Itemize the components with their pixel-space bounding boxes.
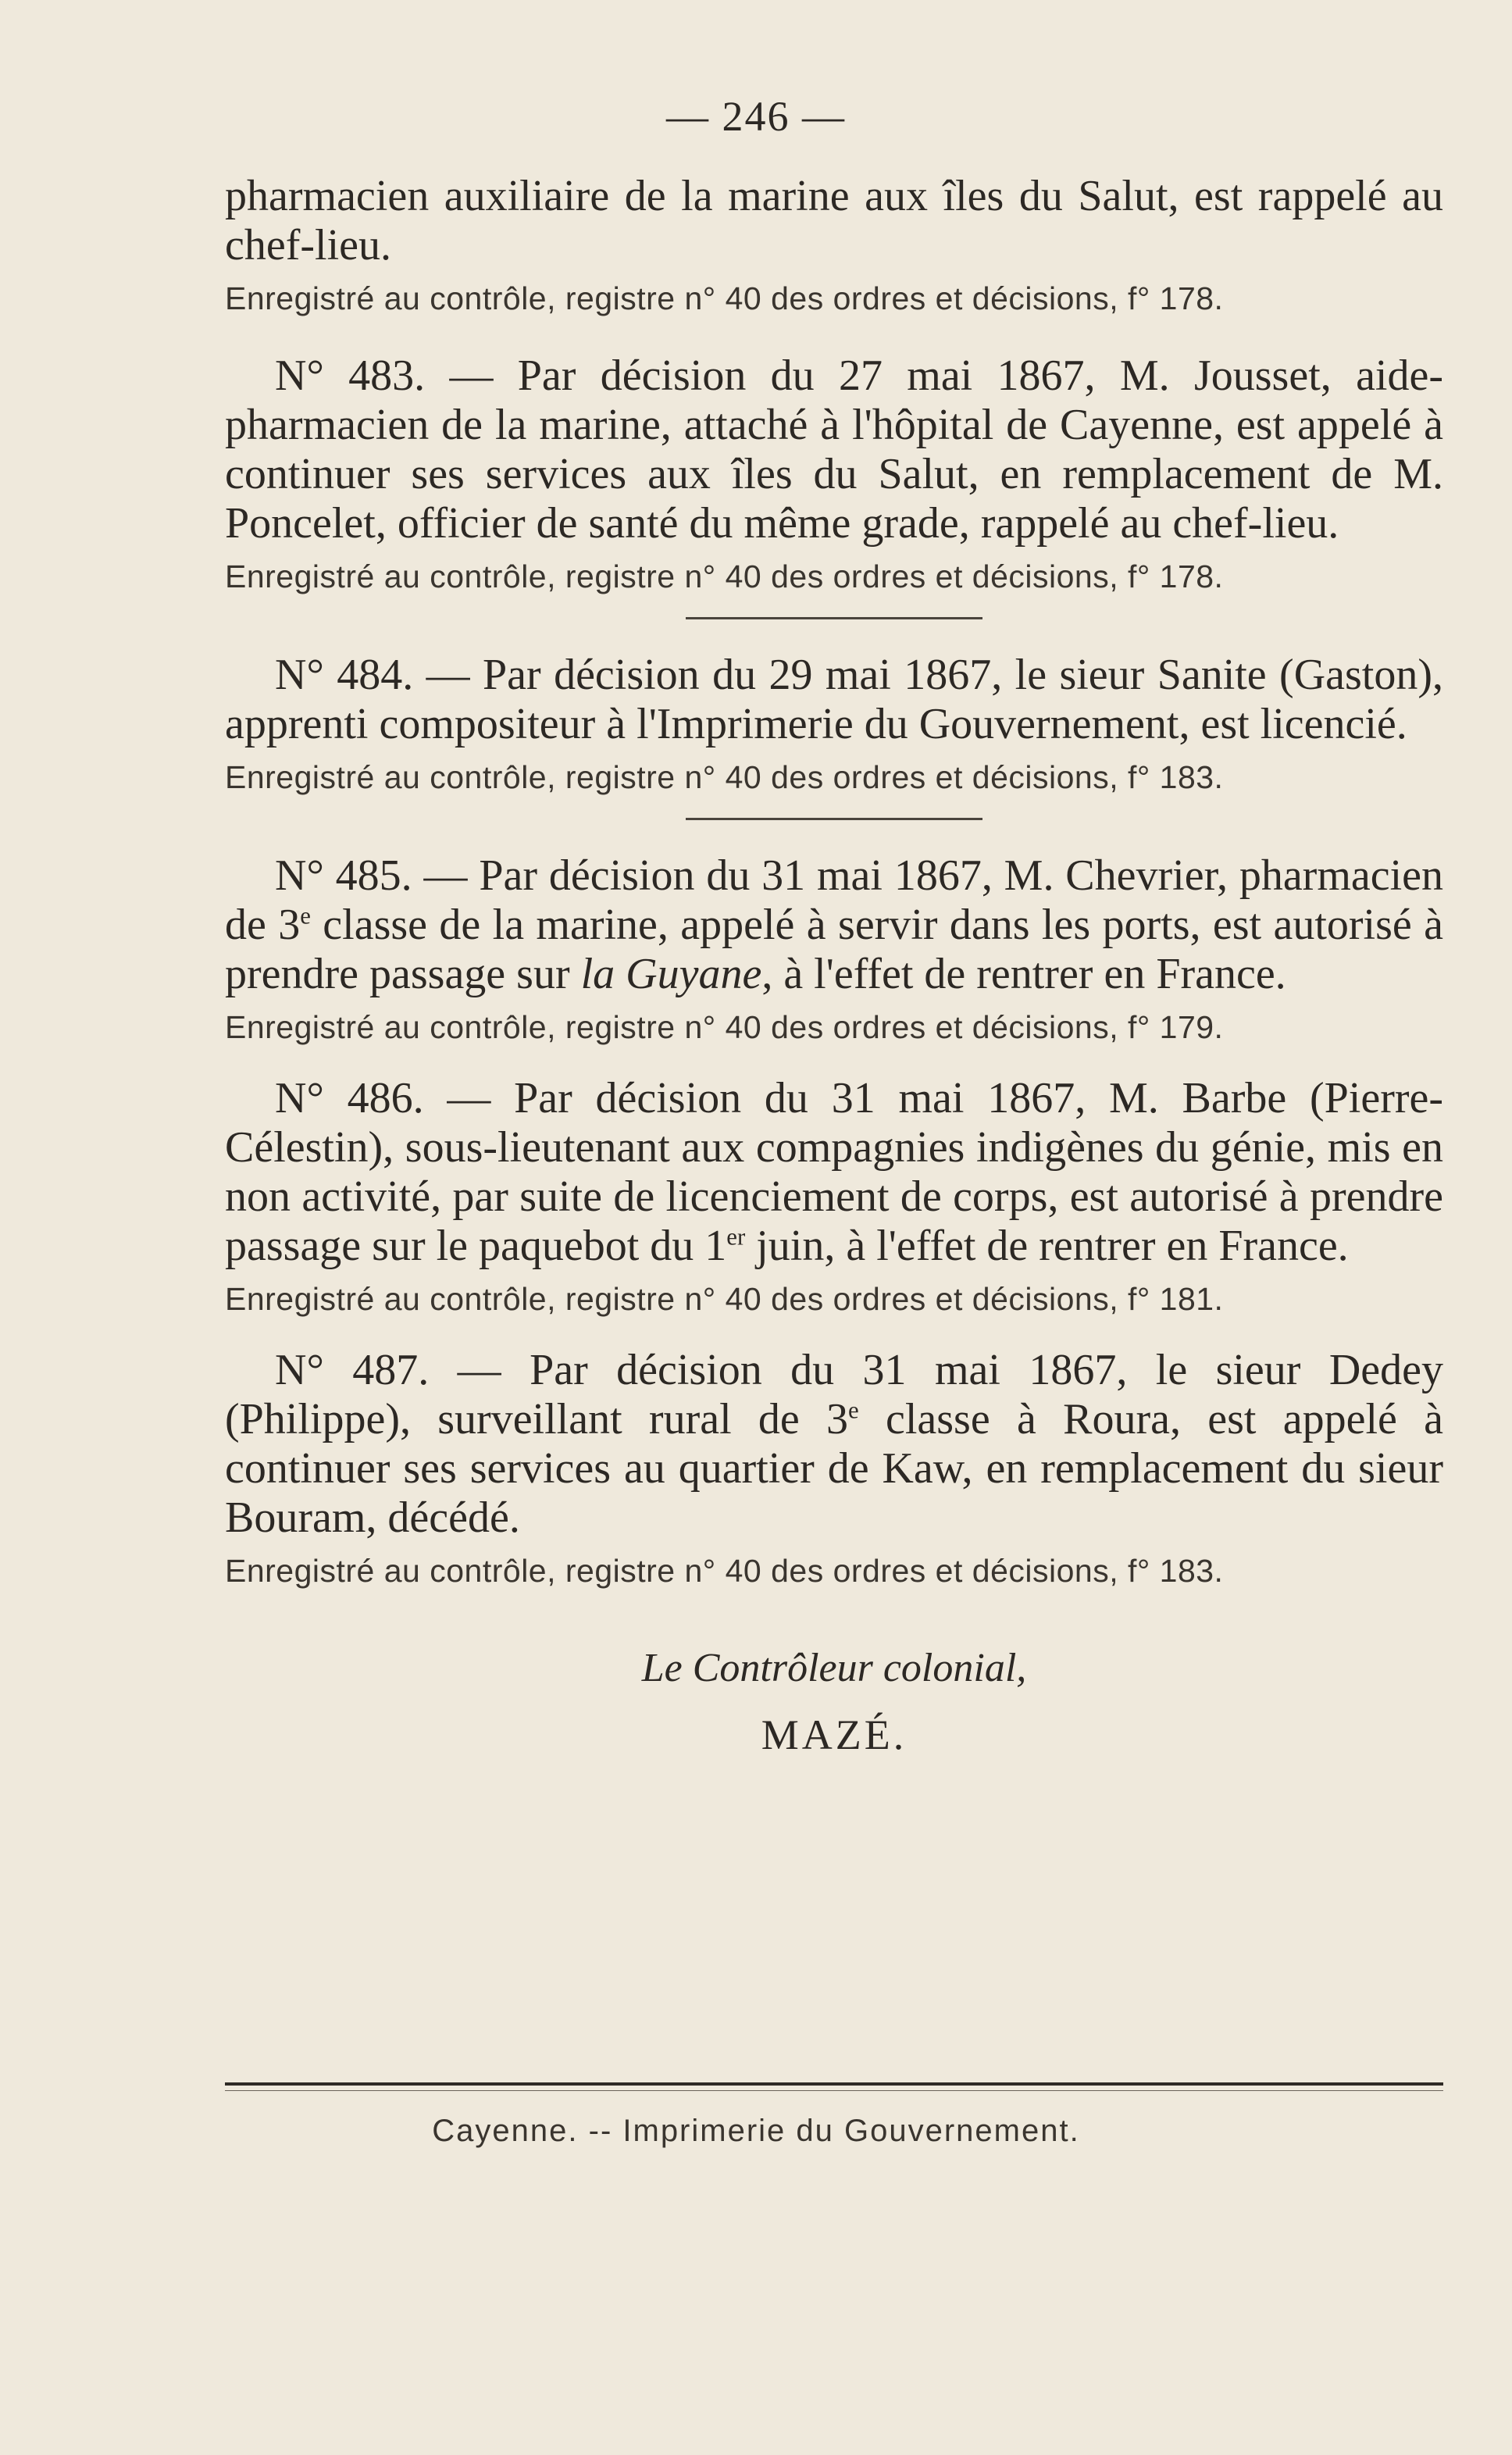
signature-block xyxy=(225,1641,1443,1766)
entry-485 xyxy=(225,851,1443,999)
entry-continuation: pharmacien auxiliaire de la marine aux îles du Salut, est rappelé au chef-lieu. xyxy=(225,172,1443,269)
entry-483: N° 483. — Par décision du 27 mai 1867, M. Jousset, aide-pharmacien de la marine, attaché à l'hôpital de Cayenne, est appelé à continuer ses services aux îles du Salut, en remplacement de M. Poncelet, officier de santé du même grade, rappelé au chef-lieu. xyxy=(225,351,1443,548)
footer-rule-thin xyxy=(225,2090,1443,2091)
entry-text: N° 485. — Par décision du 31 mai 1867, M. Chevrier, pharmacien de 3 xyxy=(225,851,1443,949)
register-note: Enregistré au contrôle, registre n° 40 des ordres et décisions, f° 179. xyxy=(225,1009,1224,1045)
register-note: Enregistré au contrôle, registre n° 40 des ordres et décisions, f° 183. xyxy=(225,1553,1224,1589)
footer-rule xyxy=(225,2082,1443,2086)
signature-title: Le Contrôleur colonial, xyxy=(641,1646,1027,1690)
entry-text: N° 486. — Par décision du 31 mai 1867, M. Barbe (Pierre-Célestin), sous-lieutenant aux compagnies indigènes du génie, mis en non activité, par suite de licenciement de corps, est autorisé à prendre passage sur le paquebot du 1 xyxy=(225,1074,1443,1270)
entry-text: juin, à l'effet de rentrer en France. xyxy=(745,1222,1349,1270)
ship-name: la Guyane xyxy=(580,950,762,998)
entry-text: N° 487. — Par décision du 31 mai 1867, le sieur Dedey (Philippe), surveillant rural de 3 xyxy=(225,1346,1443,1443)
register-note: Enregistré au contrôle, registre n° 40 des ordres et décisions, f° 183. xyxy=(225,759,1224,795)
entry-text: classe de la marine, appelé à servir dans les ports, est autorisé à prendre passage sur xyxy=(225,901,1443,998)
entry-486 xyxy=(225,1074,1443,1271)
separator-rule xyxy=(686,617,982,619)
ordinal-suffix: e xyxy=(300,902,311,930)
entry-484: N° 484. — Par décision du 29 mai 1867, le sieur Sanite (Gaston), apprenti compositeur à l'Imprimerie du Gouvernement, est licencié. xyxy=(225,651,1443,748)
separator-rule xyxy=(686,818,982,820)
register-note: Enregistré au contrôle, registre n° 40 des ordres et décisions, f° 178. xyxy=(225,558,1224,594)
signature-name: MAZÉ. xyxy=(761,1711,908,1758)
printer-imprint: Cayenne. -- Imprimerie du Gouvernement. xyxy=(432,2114,1080,2148)
register-note: Enregistré au contrôle, registre n° 40 des ordres et décisions, f° 178. xyxy=(225,280,1224,316)
page-number: — 246 — xyxy=(666,93,846,140)
entry-text: , à l'effet de rentrer en France. xyxy=(761,950,1286,998)
ordinal-suffix: er xyxy=(726,1223,746,1251)
page-body xyxy=(225,172,1443,1766)
entry-text: classe à Roura, est appelé à continuer ses services au quartier de Kaw, en remplacement du sieur Bouram, décédé. xyxy=(225,1395,1443,1542)
entry-487 xyxy=(225,1346,1443,1543)
register-note: Enregistré au contrôle, registre n° 40 des ordres et décisions, f° 181. xyxy=(225,1281,1224,1317)
ordinal-suffix: e xyxy=(848,1397,859,1424)
